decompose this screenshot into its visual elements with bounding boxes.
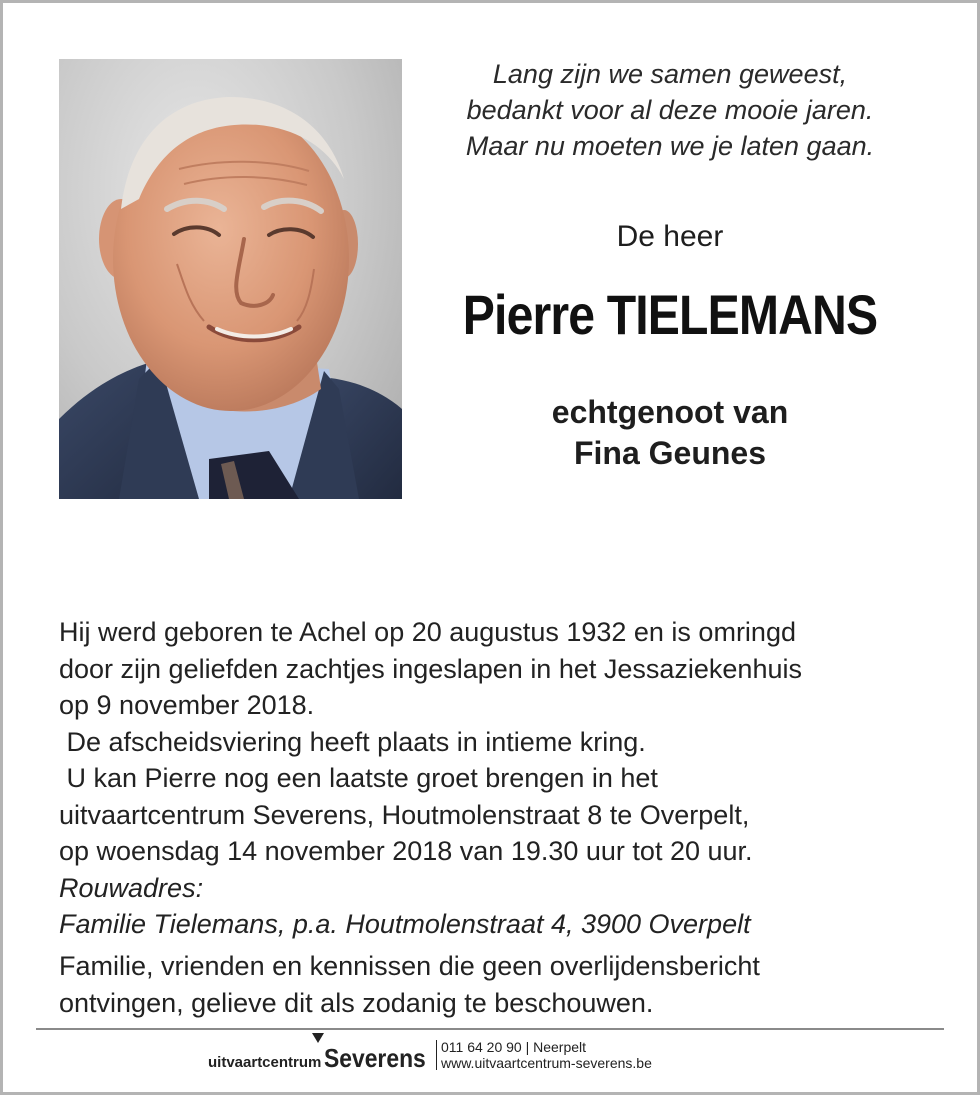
spouse-block [410, 392, 930, 474]
website-link[interactable]: www.uitvaartcentrum-severens.be [441, 1055, 652, 1071]
text-line: door zijn geliefden zachtjes ingeslapen in het Jessaziekenhuis [59, 653, 802, 684]
address-value: Familie Tielemans, p.a. Houtmolenstraat 4, 3900 Overpelt [59, 909, 751, 939]
text-line: U kan Pierre nog een laatste groet brengen in het [59, 763, 658, 793]
logo-triangle-icon [312, 1033, 324, 1043]
deceased-name: Pierre TIELEMANS [462, 283, 878, 346]
portrait-illustration [59, 59, 402, 499]
honorific-title: De heer [616, 220, 724, 253]
poem-verse [410, 56, 930, 164]
poem-line: bedankt voor al deze mooie jaren. [466, 95, 874, 125]
footer-divider [36, 1028, 944, 1030]
announcement-text [59, 614, 939, 943]
spouse-name: Fina Geunes [573, 435, 767, 471]
text-line: op woensdag 14 november 2018 van 19.30 uur tot 20 uur. [59, 836, 753, 866]
poem-line: Lang zijn we samen geweest, [492, 59, 848, 89]
closing-line: Familie, vrienden en kennissen die geen overlijdensbericht [59, 951, 760, 981]
address-label: Rouwadres: [59, 872, 204, 903]
text-line: Hij werd geboren te Achel op 20 augustus 1932 en is omringd [59, 617, 796, 647]
phone-line: 011 64 20 90 | Neerpelt [441, 1039, 587, 1055]
contact-info [441, 1039, 652, 1071]
closing-note [59, 948, 939, 1021]
spouse-relation: echtgenoot van [551, 394, 789, 430]
text-line: op 9 november 2018. [59, 690, 315, 720]
poem-line: Maar nu moeten we je laten gaan. [465, 131, 875, 161]
footer-separator [436, 1040, 437, 1070]
logo-name: Severens [324, 1043, 426, 1073]
portrait-photo [59, 59, 402, 499]
text-line: uitvaartcentrum Severens, Houtmolenstraat 8 te Overpelt, [59, 799, 750, 830]
footer [0, 1036, 980, 1086]
closing-line: ontvingen, gelieve dit als zodanig te beschouwen. [59, 987, 654, 1018]
logo-prefix: uitvaartcentrum [208, 1054, 322, 1071]
text-line: De afscheidsviering heeft plaats in intieme kring. [59, 726, 646, 757]
